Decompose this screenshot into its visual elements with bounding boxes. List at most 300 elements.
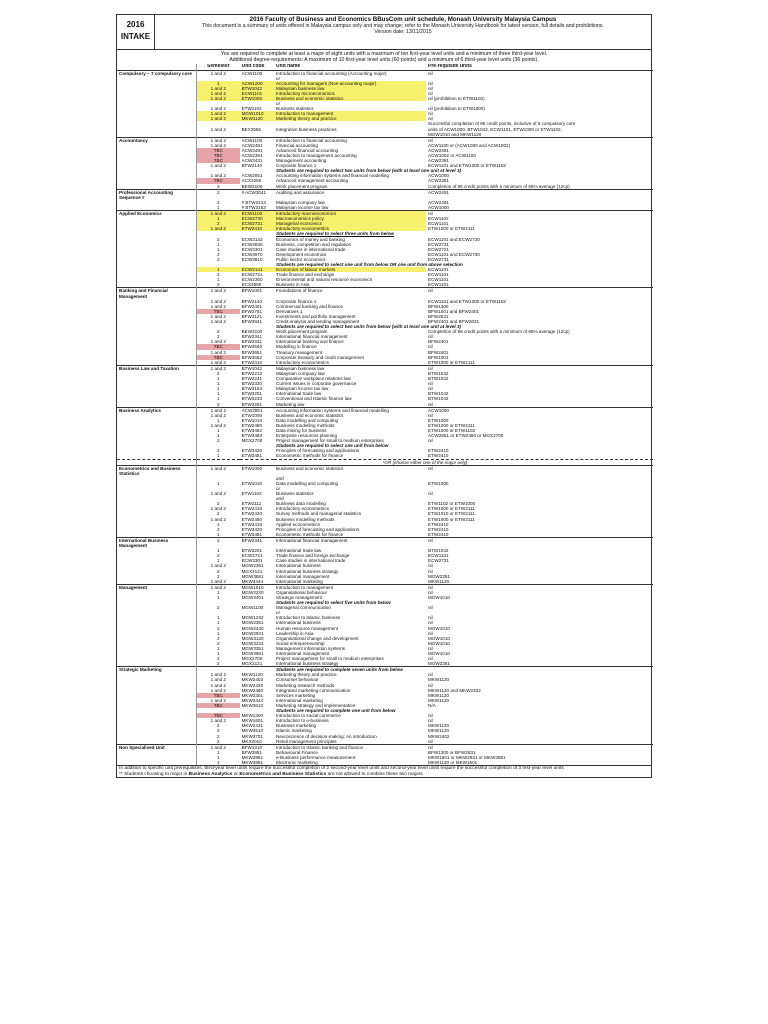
unit-row — [117, 465, 653, 476]
unit-name-cell: Accounting for managers (Non-accounting major) — [274, 81, 426, 86]
unit-name-cell: Behavioural Finance — [276, 749, 318, 755]
unit-name-cell: Consumer behaviour — [276, 677, 319, 683]
prerequisite-cell: MKW1120 — [428, 723, 450, 729]
unit-code-cell: ACW1100 — [240, 137, 274, 143]
unit-name-cell: Human resource management — [276, 625, 339, 631]
unit-name-cell: International financial management — [274, 537, 426, 548]
semester-cell: 1 and 2 — [210, 687, 226, 693]
unit-name-cell: Marketing theory and practice — [274, 116, 426, 121]
column-header-semester: Semester — [207, 64, 230, 70]
semester-cell: 1 — [217, 749, 220, 755]
unit-name-cell: International business — [276, 563, 321, 569]
prerequisite-cell: MKW2402 — [428, 733, 450, 739]
prerequisite-cell: units of ACW1000, BTW1042, ECW1101, ETW1000 or ETW1102, — [428, 126, 562, 132]
version-date: Version date: 13/11/2015 — [374, 29, 432, 36]
semester-cell: 2 — [217, 656, 220, 662]
unit-row — [117, 288, 653, 299]
semester-cell: TBC — [197, 703, 240, 708]
prerequisite-cell: nil — [428, 630, 433, 636]
prerequisite-cell: nil — [428, 645, 433, 651]
semester-cell: 1 and 2 — [210, 697, 226, 703]
semester-cell: 2 — [217, 573, 220, 579]
semester-cell: 2 — [217, 635, 220, 641]
prerequisite-cell: nil — [428, 615, 433, 621]
prerequisite-cell: ECW1101 — [428, 221, 449, 227]
prerequisite-cell: BFW2401 — [428, 349, 449, 355]
unit-name-cell: Malaysian income tax law — [276, 204, 329, 210]
semester-cell: 1 and 2 — [197, 86, 240, 91]
unit-name-cell: Project management for small to medium enterprises — [276, 438, 384, 444]
semester-cell: 1 and 2 — [197, 96, 240, 101]
unit-code-cell: ECW2721 — [241, 553, 263, 559]
unit-code-cell: MKW3444 — [241, 578, 264, 584]
prerequisite-cell: Completion of 96 credit points with a minimum of 65% average (12cp) — [428, 329, 570, 335]
prerequisite-cell: ECW2731 — [428, 241, 449, 247]
prerequisite-cell: MKW1120 and MKW2402 — [428, 687, 481, 693]
footer-major-business-analytics: Business Analytics — [188, 771, 233, 777]
unit-code-cell: BFW3651 — [241, 349, 263, 355]
unit-name-cell: International banking and finance — [276, 339, 344, 345]
unit-code-cell: BTW3281 — [241, 401, 263, 407]
semester-cell: 1 — [217, 620, 220, 626]
prerequisite-cell: nil — [428, 738, 433, 744]
semester-cell: 1 and 2 — [197, 465, 240, 476]
semester-cell: TBC — [197, 713, 240, 718]
semester-cell: TBC — [197, 309, 240, 314]
prerequisite-cell: BTW1042 — [428, 396, 449, 402]
instruction-text: Students are required to complete seven units from below — [274, 667, 653, 673]
unit-code-cell: MGW3681 — [241, 573, 264, 579]
unit-name-cell: Business statistics — [276, 491, 314, 497]
requirement-note-1: You are required to complete at least a major of eight units with a maximum of ten first-year level units and a minimum of three third-year level. — [220, 51, 548, 57]
unit-code-cell: ETW1010 — [241, 480, 263, 486]
unit-code-cell: MGW2351 — [241, 620, 264, 626]
prerequisite-cell: nil — [426, 288, 653, 299]
semester-cell: 1 and 2 — [197, 116, 240, 121]
unit-code-cell: ECW2141 — [240, 267, 274, 272]
prerequisite-cell: nil — [428, 589, 433, 595]
prerequisite-cell: ECW2721 — [428, 246, 449, 252]
semester-cell: 2 — [217, 733, 220, 739]
instruction-text: or — [276, 486, 281, 491]
semester-cell: 2 — [217, 738, 220, 744]
prerequisite-cell: ACW1002 or ACW1100 — [428, 153, 476, 158]
intake-box — [117, 15, 155, 49]
prerequisite-cell: ACW2491 — [428, 199, 449, 205]
unit-name-cell: Case studies in international trade — [276, 246, 346, 252]
semester-cell: TBC — [197, 153, 240, 158]
semester-cell: 1 and 2 — [210, 106, 226, 112]
prerequisite-cell: nil — [428, 713, 433, 719]
unit-name-cell: Environmental and natural resource economics — [276, 277, 373, 283]
semester-cell: 2 — [217, 256, 220, 262]
prerequisite-cell: ACW2391 — [428, 178, 449, 184]
unit-name-cell: Derivatives 1 — [276, 308, 303, 314]
prerequisite-cell: ECW1101 — [428, 277, 449, 283]
unit-code-cell: MKW1300 — [241, 713, 264, 719]
unit-code-cell: BTW3233 — [241, 396, 263, 402]
unit-name-cell: Neuroscience of decision-making: An introduction — [276, 733, 377, 739]
unit-code-cell: MKW3881 — [241, 759, 264, 765]
unit-name-cell: Malaysian company law — [276, 199, 325, 205]
unit-name-cell: Econometric methods for finance — [276, 453, 344, 459]
unit-name-cell: Conventional and Islamic finance law — [276, 396, 352, 402]
unit-table — [117, 64, 653, 765]
prerequisite-cell: MGW1010 — [428, 625, 450, 631]
unit-code-cell: MKW1120 — [240, 116, 274, 121]
unit-code-cell: MGW1232 — [241, 615, 264, 621]
unit-code-cell: ETW2410 — [241, 359, 263, 365]
unit-code-cell: BFW2140 — [241, 163, 263, 169]
prerequisite-cell: nil (prohibition to ETW1000) — [428, 106, 485, 112]
instruction-text: Students are required to select three units from below — [276, 231, 394, 237]
unit-code-cell: ETW3481 — [241, 531, 263, 537]
unit-code-cell: ACW3431 — [241, 158, 263, 164]
instruction-text: Students are required to select one unit from below — [276, 443, 389, 449]
semester-cell: 1 and 2 — [197, 111, 240, 116]
prerequisite-cell: nil (prohibition to ETW1102) — [428, 95, 485, 101]
semester-cell: 1 and 2 — [210, 506, 226, 512]
semester-cell: 2 — [217, 272, 220, 278]
unit-name-cell: International business strategy — [276, 661, 339, 667]
semester-cell: 2 — [217, 661, 220, 667]
semester-cell: 1 and 2 — [210, 412, 226, 418]
semester-cell: 1 — [217, 386, 220, 392]
semester-cell: 1 and 2 — [197, 211, 240, 217]
prerequisite-cell: ETW1000 or ETW2111 — [428, 516, 475, 522]
semester-cell: 2 — [217, 401, 220, 407]
unit-name-cell: Accounting information systems and financial modelling — [276, 173, 389, 179]
unit-name-cell: Applied econometrics — [276, 521, 320, 527]
semester-cell: 1 and 2 — [197, 584, 240, 590]
semester-cell: 1 — [217, 521, 220, 527]
unit-code-cell: ACX3250 — [241, 178, 262, 184]
prerequisite-cell: nil — [428, 80, 433, 86]
semester-cell: 1 and 2 — [197, 91, 240, 96]
semester-cell: 1 and 2 — [210, 173, 226, 179]
semester-cell: 1 — [197, 81, 240, 86]
unit-code-cell: MKW3701 — [241, 733, 264, 739]
semester-cell: 2 — [217, 511, 220, 517]
document-header — [116, 14, 652, 50]
unit-name-cell: Introductory microeconomics — [274, 91, 426, 96]
semester-cell: 2 — [217, 448, 220, 454]
semester-cell: 2 — [217, 329, 220, 335]
unit-name-cell: Organisational behaviour — [276, 589, 328, 595]
unit-name-cell: International management — [276, 651, 330, 656]
prerequisite-cell: ETW1000 or ETW2111 — [428, 506, 475, 512]
semester-cell: 1 and 2 — [210, 718, 226, 724]
unit-code-cell: MKW3851 — [241, 754, 264, 760]
semester-cell: 1 — [217, 754, 220, 760]
unit-name-cell: Introduction to Islamic business — [276, 615, 341, 621]
unit-code-cell: ECW3301 — [241, 558, 263, 564]
unit-name-cell: Introductory econometrics — [276, 359, 329, 365]
footer-note-2 — [119, 772, 649, 778]
semester-cell: 1 and 2 — [210, 359, 226, 365]
prerequisite-cell: ETW1000 — [428, 480, 449, 486]
semester-cell: 1 and 2 — [210, 313, 226, 319]
unit-code-cell: MGW3234 — [241, 640, 264, 646]
prerequisite-cell: MKW1120 — [428, 578, 450, 584]
unit-code-cell: BFW3331 — [241, 339, 263, 345]
semester-cell: 2 — [217, 526, 220, 532]
instruction-text: Students are required to select five units from below — [276, 600, 391, 606]
unit-code-cell: ACW2851 — [240, 407, 274, 413]
unit-name-cell: Introduction to financial accounting (Accounting major) — [274, 70, 426, 76]
unit-name-cell: Business marketing — [276, 723, 317, 729]
prerequisite-cell: ETW2410 — [428, 526, 449, 532]
unit-name-cell: Accounting information systems and financial modelling — [274, 407, 426, 413]
unit-code-cell: BFW2341 — [241, 334, 263, 340]
unit-name-cell: Enterprise resources planning — [276, 433, 338, 439]
instruction-text: and — [276, 475, 284, 481]
semester-cell: 1 — [197, 216, 240, 221]
unit-name-cell: Current issues in corporate governance — [276, 381, 357, 387]
unit-code-cell: BTW1042 — [240, 365, 274, 371]
unit-name-cell: International marketing — [276, 697, 323, 703]
prerequisite-cell: nil — [428, 90, 433, 96]
semester-cell: 1 — [217, 391, 220, 397]
unit-name-cell: Islamic marketing — [276, 728, 312, 734]
intake-label: INTAKE — [120, 32, 151, 41]
semester-cell: 1 and 2 — [210, 298, 226, 304]
unit-code-cell: ETW3420 — [241, 448, 263, 454]
unit-name-cell: Business modelling methods — [276, 422, 335, 428]
unit-code-cell: MGX3121 — [241, 568, 263, 574]
unit-name-cell: Business modelling methods — [276, 516, 335, 522]
unit-code-cell: ECW2731 — [240, 221, 274, 226]
unit-name-cell: Business and economic statistics — [274, 96, 426, 101]
unit-name-cell: Marketing research methods — [276, 682, 335, 688]
unit-name-cell: Business and economic statistics — [274, 465, 426, 476]
unit-code-cell: ETW1000 — [240, 96, 274, 101]
footer-note-2-tail: are not allowed to combine these two majors. — [326, 771, 424, 777]
unit-code-cell: ACW1100 — [240, 70, 274, 76]
unit-code-cell: ETW2420 — [241, 511, 263, 517]
unit-name-cell: Introduction to management accounting — [276, 153, 357, 158]
semester-cell: 1 and 2 — [210, 563, 226, 569]
unit-name-cell: International marketing — [276, 578, 323, 584]
unit-code-cell: ETW3481 — [241, 453, 263, 459]
semester-cell: 1 and 2 — [210, 672, 226, 678]
semester-cell: 1 and 2 — [210, 126, 226, 132]
semester-cell: 2 — [217, 334, 220, 340]
unit-name-cell: Managerial communication — [276, 605, 331, 611]
prerequisite-cell: ECW1101 — [428, 553, 449, 559]
prerequisite-cell: MKW1120 or MKW1601 — [428, 759, 478, 765]
prerequisite-cell: ACW2491 — [428, 147, 449, 153]
unit-row — [117, 760, 653, 765]
unit-schedule-document — [116, 14, 652, 778]
semester-cell: 1 and 2 — [210, 142, 226, 148]
prerequisite-cell: ETW1000 — [428, 417, 449, 423]
unit-code-cell: # BTW2213 — [241, 199, 266, 205]
unit-name-cell: Introduction to management — [274, 584, 426, 590]
unit-name-cell: Leadership in Asia — [276, 630, 314, 636]
divider-text: *OR (choose either one of the major only) — [197, 459, 653, 465]
unit-name-cell: Credit analysis and lending management — [276, 319, 360, 324]
prerequisite-cell: ETW1000 or ETW2111 — [428, 226, 475, 232]
unit-code-cell: ETW3483 — [241, 433, 263, 439]
semester-cell: 2 — [217, 553, 220, 559]
unit-code-cell: MGW1010 — [240, 111, 274, 116]
unit-name-cell: International financial management — [276, 334, 348, 340]
semester-cell: 2 — [217, 236, 220, 242]
prerequisite-cell: BTW1042 — [428, 376, 449, 382]
unit-table-body — [117, 64, 653, 765]
prerequisite-cell: MKW1120 — [428, 728, 450, 734]
unit-code-cell: MGW2430 — [241, 625, 264, 631]
unit-code-cell: ETW3420 — [241, 526, 263, 532]
unit-name-cell: Development economics — [276, 251, 327, 257]
unit-code-cell: ETW2410 — [240, 226, 274, 231]
semester-cell: 1 — [217, 277, 220, 283]
unit-code-cell: # ACW3041 — [240, 189, 274, 200]
prerequisite-cell: nil — [426, 465, 653, 476]
semester-cell: 2 — [197, 537, 240, 548]
unit-code-cell: ACW2491 — [241, 142, 263, 148]
unit-name-cell: Strategic management — [276, 594, 323, 600]
semester-cell: 2 — [217, 605, 220, 611]
semester-cell: 1 — [217, 417, 220, 423]
unit-code-cell: BEX3555 — [241, 126, 261, 132]
unit-name-cell: Project management for small to medium enterprises — [276, 656, 384, 662]
unit-code-cell: MGW3681 — [241, 651, 264, 656]
semester-cell: 1 — [217, 531, 220, 537]
semester-cell: TBC — [197, 355, 240, 360]
unit-code-cell: MKW1120 — [241, 672, 263, 678]
unit-code-cell: BFW1310 — [240, 744, 274, 750]
unit-code-cell: MKW2420 — [241, 682, 264, 688]
prerequisite-cell: MKW1120 — [428, 697, 450, 703]
prerequisite-cell: ACW1000 — [428, 173, 449, 179]
unit-name-cell: Corporate finance 1 — [276, 298, 317, 304]
unit-code-cell: BTW2241 — [241, 376, 263, 382]
major-name: Professional Accounting Sequence # — [117, 189, 197, 200]
unit-name-cell: Integrated marketing communication — [276, 687, 351, 693]
unit-name-cell: International business — [276, 620, 321, 626]
unit-name-cell: Malaysian income tax law — [276, 386, 329, 392]
instruction-text: or — [276, 101, 281, 107]
semester-cell: TBC — [197, 158, 240, 163]
unit-code-cell: MGW1100 — [241, 605, 264, 611]
instruction-text: and — [276, 496, 284, 502]
unit-code-cell: BFW2341 — [240, 537, 274, 548]
unit-code-cell: BTW3153 — [241, 386, 263, 392]
unit-code-cell: MKW3301 — [241, 692, 264, 698]
unit-code-cell: ECX3550 — [241, 282, 262, 288]
prerequisite-cell: N/A — [428, 702, 436, 708]
major-name: Non Specialised Unit — [117, 744, 197, 750]
major-name: Compulsory ~ 7 compulsory core — [117, 70, 197, 76]
semester-cell: 1 — [217, 594, 220, 600]
prerequisite-cell: ECW1101 — [428, 267, 449, 273]
unit-code-cell: MGW2351 — [241, 563, 264, 569]
unit-name-cell: Business in Asia — [276, 282, 310, 288]
unit-name-cell: Financial accounting — [276, 142, 318, 148]
prerequisite-cell: ECW2731 — [428, 256, 449, 262]
prerequisite-cell: nil — [428, 344, 433, 350]
unit-code-cell: ECW2721 — [241, 272, 263, 278]
prerequisite-cell: ECW2721 — [428, 558, 449, 564]
unit-name-cell: Foundations of finance — [274, 288, 426, 299]
semester-cell: TBC — [197, 148, 240, 153]
unit-name-cell: Comparative workplace relations law — [276, 376, 351, 382]
unit-code-cell: ECW1102 — [240, 211, 274, 217]
unit-name-cell: Management information systems — [276, 645, 345, 651]
prerequisite-cell: nil — [428, 381, 433, 387]
unit-code-cell: ETW1000 — [241, 412, 263, 418]
prerequisite-cell: ETW2410 — [428, 521, 449, 527]
semester-cell: 2 — [217, 728, 220, 734]
prerequisite-cell: MGW1010 — [428, 635, 450, 641]
major-name: Accountancy — [117, 137, 197, 143]
unit-name-cell: International management — [276, 573, 330, 579]
semester-cell: 1 and 2 — [210, 516, 226, 522]
unit-code-cell: MGX2700 — [241, 656, 263, 662]
unit-name-cell: Marketing law — [276, 401, 305, 407]
unit-name-cell: Corporate finance 1 — [276, 163, 317, 169]
semester-cell: 1 — [217, 759, 220, 765]
unit-code-cell: ACW2391 — [241, 153, 263, 158]
unit-name-cell: Work placement program — [276, 183, 328, 189]
prerequisite-cell: nil — [428, 116, 433, 122]
unit-name-cell: Data modelling and computing — [276, 417, 339, 423]
prerequisite-cell: ETW1000 or ETW2111 — [428, 359, 475, 365]
unit-name-cell: Investments and portfolio management — [276, 313, 356, 319]
unit-code-cell: MKW1601 — [241, 718, 264, 724]
unit-name-cell: Trade finance and exchange — [276, 272, 335, 278]
unit-code-cell: BEW3100 — [241, 329, 263, 335]
semester-cell: 1 and 2 — [210, 578, 226, 584]
semester-cell: 1 and 2 — [197, 70, 240, 76]
unit-name-cell: Advanced financial accounting — [276, 147, 339, 153]
semester-cell: 2 — [217, 438, 220, 444]
unit-name-cell: Organisational change and development — [276, 635, 359, 641]
major-name: Strategic Marketing — [117, 667, 197, 673]
prerequisite-cell: ETW1010 or ETW2111 — [428, 511, 475, 517]
semester-cell: 1 and 2 — [197, 744, 240, 750]
prerequisite-cell: nil — [428, 563, 433, 569]
prerequisite-cell: ETW1102 or ETW1000 — [428, 501, 476, 507]
unit-code-cell: MGW2931 — [241, 630, 264, 636]
prerequisite-cell: MKW1601 or MKW2841 or MKW3881 — [428, 754, 506, 760]
instruction-text: Students are required to select two units from below (with at least one unit at level 3) — [276, 168, 462, 174]
prerequisite-cell: MGW1010 — [428, 651, 450, 656]
prerequisite-cell: ETW1000 or ETW2111 — [428, 422, 475, 428]
unit-row — [117, 537, 653, 548]
prerequisite-cell: BFW1300 or BFW2631 — [428, 749, 476, 755]
prerequisite-cell: nil — [428, 85, 433, 91]
prerequisite-cell: nil — [426, 537, 653, 548]
document-summary: This document is a summary of units offered in Malaysia campus only and may change; refer to the Monash University Handbook for latest version, full details and prohibitions. — [202, 23, 604, 29]
unit-code-cell: MKW2431 — [241, 723, 264, 729]
prerequisite-cell: MGW1010 and MKW1120 — [428, 131, 482, 137]
unit-name-cell: Trade finance and foreign exchange — [276, 553, 350, 559]
prerequisite-cell: ECW1101 — [428, 272, 449, 278]
header-text — [157, 16, 649, 36]
prerequisite-cell: BTW1042 — [428, 548, 449, 554]
prerequisite-cell: MGW2351 — [428, 573, 450, 579]
major-name — [117, 760, 197, 765]
prerequisite-cell: BFW2631 — [428, 313, 449, 319]
unit-name-cell: Business data modelling — [276, 501, 326, 507]
unit-code-cell: MKW2402 — [241, 677, 264, 683]
unit-code-cell: ECW3670 — [241, 251, 263, 257]
unit-code-cell: BFW2140 — [241, 298, 263, 304]
unit-name-cell: Principles of forecasting and applications — [276, 448, 360, 454]
